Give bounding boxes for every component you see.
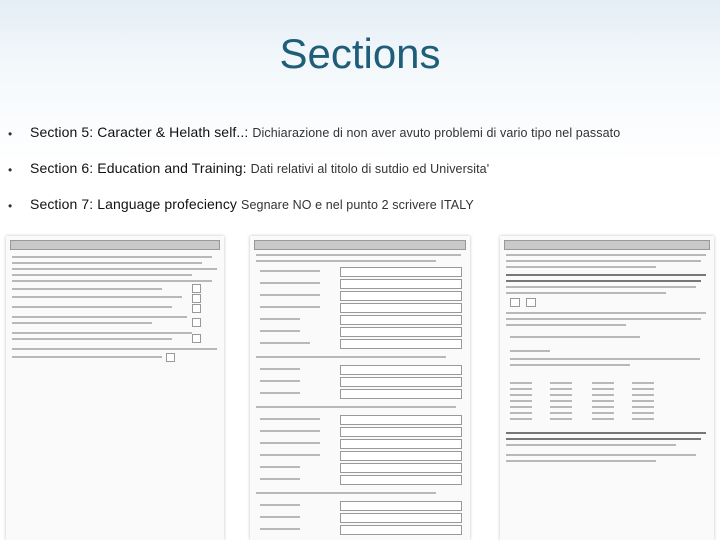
form-scan-section-6	[250, 236, 470, 540]
slide-title: Sections	[279, 30, 441, 77]
form-header-bar	[254, 240, 466, 250]
bullet-description: Dichiarazione di non aver avuto problemi di vario tipo nel passato	[252, 126, 621, 140]
form-scan-section-7	[500, 236, 714, 540]
bullet-description: Dati relativi al titolo di sutdio ed Universita'	[250, 162, 490, 176]
bullet-heading: Section 5: Caracter & Helath self..:	[30, 124, 249, 140]
form-header-bar	[504, 240, 710, 250]
bullet-dot-icon: •	[8, 163, 13, 177]
bullet-dot-icon: •	[8, 127, 13, 141]
bullet-description: Segnare NO e nel punto 2 scrivere ITALY	[241, 198, 474, 212]
bullet-heading: Section 7: Language profeciency	[30, 196, 238, 212]
form-scan-section-5	[6, 236, 224, 540]
bullet-dot-icon: •	[8, 199, 13, 213]
bullet-heading: Section 6: Education and Training:	[30, 160, 247, 176]
form-header-bar	[10, 240, 220, 250]
